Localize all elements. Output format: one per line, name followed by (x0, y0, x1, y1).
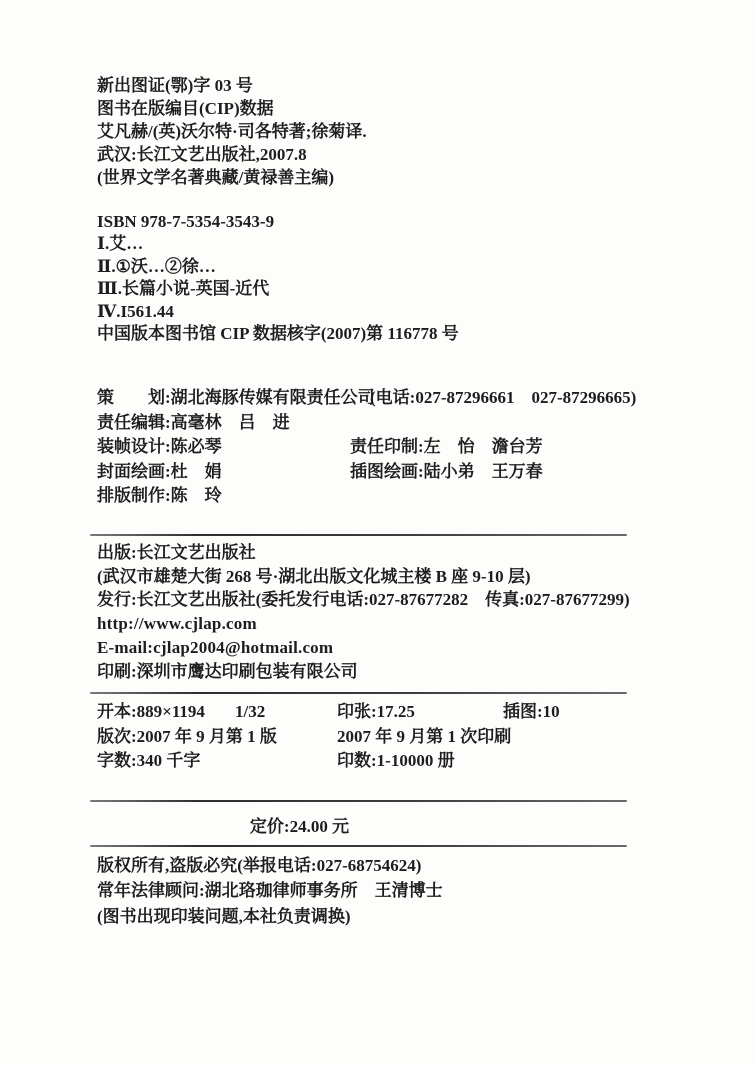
specs-row-edition (97, 725, 717, 750)
cip-entry-3: Ⅲ.长篇小说-英国-近代 (97, 279, 270, 299)
cip-top-block (97, 74, 367, 189)
publisher-block (97, 541, 630, 683)
divider-above-price (90, 800, 627, 802)
staff-credits-block (97, 386, 697, 509)
cip-entry-4: Ⅳ.I561.44 (97, 301, 174, 321)
spec-printing: 2007 年 9 月第 1 次印刷 (337, 726, 512, 746)
planning-phones: (电话:027-87296661 027-87296665) (370, 388, 637, 407)
planning-label: 策 划:湖北海豚传媒有限责任公司 (97, 388, 375, 407)
imprint-line: 武汉:长江文艺出版社,2007.8 (97, 145, 307, 164)
typesetting-label: 排版制作:陈 玲 (97, 486, 222, 506)
exchange-notice-line: (图书出现印装问题,本社负责调换) (97, 906, 351, 926)
email-line: E-mail:cjlap2004@hotmail.com (97, 637, 334, 657)
cip-data-block (97, 211, 459, 345)
cip-entry-1: Ⅰ.艾… (97, 234, 144, 254)
editor-row (97, 411, 697, 436)
spec-edition: 版次:2007 年 9 月第 1 版 (97, 726, 277, 746)
design-label: 装帧设计:陈必琴 (97, 437, 222, 457)
publisher-address-line: (武汉市雄楚大街 268 号·湖北出版文化城主楼 B 座 9-10 层) (97, 566, 531, 586)
divider-top-of-specs (90, 692, 627, 694)
design-row (97, 435, 697, 460)
legal-counsel-line: 常年法律顾问:湖北珞珈律师事务所 王清博士 (97, 881, 443, 901)
spec-format: 开本:889×1194 (97, 702, 205, 721)
price-line: 定价:24.00 元 (249, 817, 350, 836)
series-line: (世界文学名著典藏/黄禄善主编) (97, 168, 335, 187)
specs-row-format (97, 700, 717, 725)
specs-row-wordcount (97, 749, 717, 774)
copyright-notice-line: 版权所有,盗版必究(举报电话:027-68754624) (97, 856, 422, 875)
planning-row (97, 386, 697, 411)
isbn-line: ISBN 978-7-5354-3543-9 (97, 212, 275, 231)
legal-block (97, 853, 443, 929)
spec-sheets: 印张:17.25 (337, 702, 415, 721)
spec-word-count: 字数:340 千字 (97, 751, 201, 771)
book-title-statement-line: 艾凡赫/(英)沃尔特·司各特著;徐菊译. (97, 122, 367, 141)
spec-format-fraction: 1/32 (235, 702, 266, 721)
editor-label: 责任编辑:高毫林 吕 进 (97, 412, 290, 432)
divider-below-price (90, 845, 627, 847)
cip-entry-2: Ⅱ.①沃…②徐… (97, 256, 216, 276)
cover-art-label: 封面绘画:杜 娟 (97, 461, 222, 481)
typesetting-row (97, 484, 697, 509)
publisher-line: 出版:长江文艺出版社 (97, 543, 256, 562)
cip-record-number-line: 中国版本图书馆 CIP 数据核字(2007)第 116778 号 (97, 324, 459, 344)
print-specs-block (97, 700, 717, 774)
website-line: http://www.cjlap.com (97, 614, 257, 634)
cip-header-line: 图书在版编目(CIP)数据 (97, 99, 274, 118)
spec-print-run: 印数:1-10000 册 (337, 751, 455, 771)
spec-plates: 插图:10 (503, 702, 560, 721)
registration-number-line: 新出图证(鄂)字 03 号 (97, 76, 253, 95)
cover-art-row (97, 460, 697, 485)
print-supervisor-label: 责任印制:左 怡 澹台芳 (350, 437, 543, 457)
divider-top-of-publisher (90, 534, 627, 536)
printer-line: 印刷:深圳市鹰达印刷包装有限公司 (97, 661, 358, 681)
illustrations-label: 插图绘画:陆小弟 王万春 (350, 461, 543, 481)
distribution-line: 发行:长江文艺出版社(委托发行电话:027-87677282 传真:027-87677299) (97, 590, 630, 610)
